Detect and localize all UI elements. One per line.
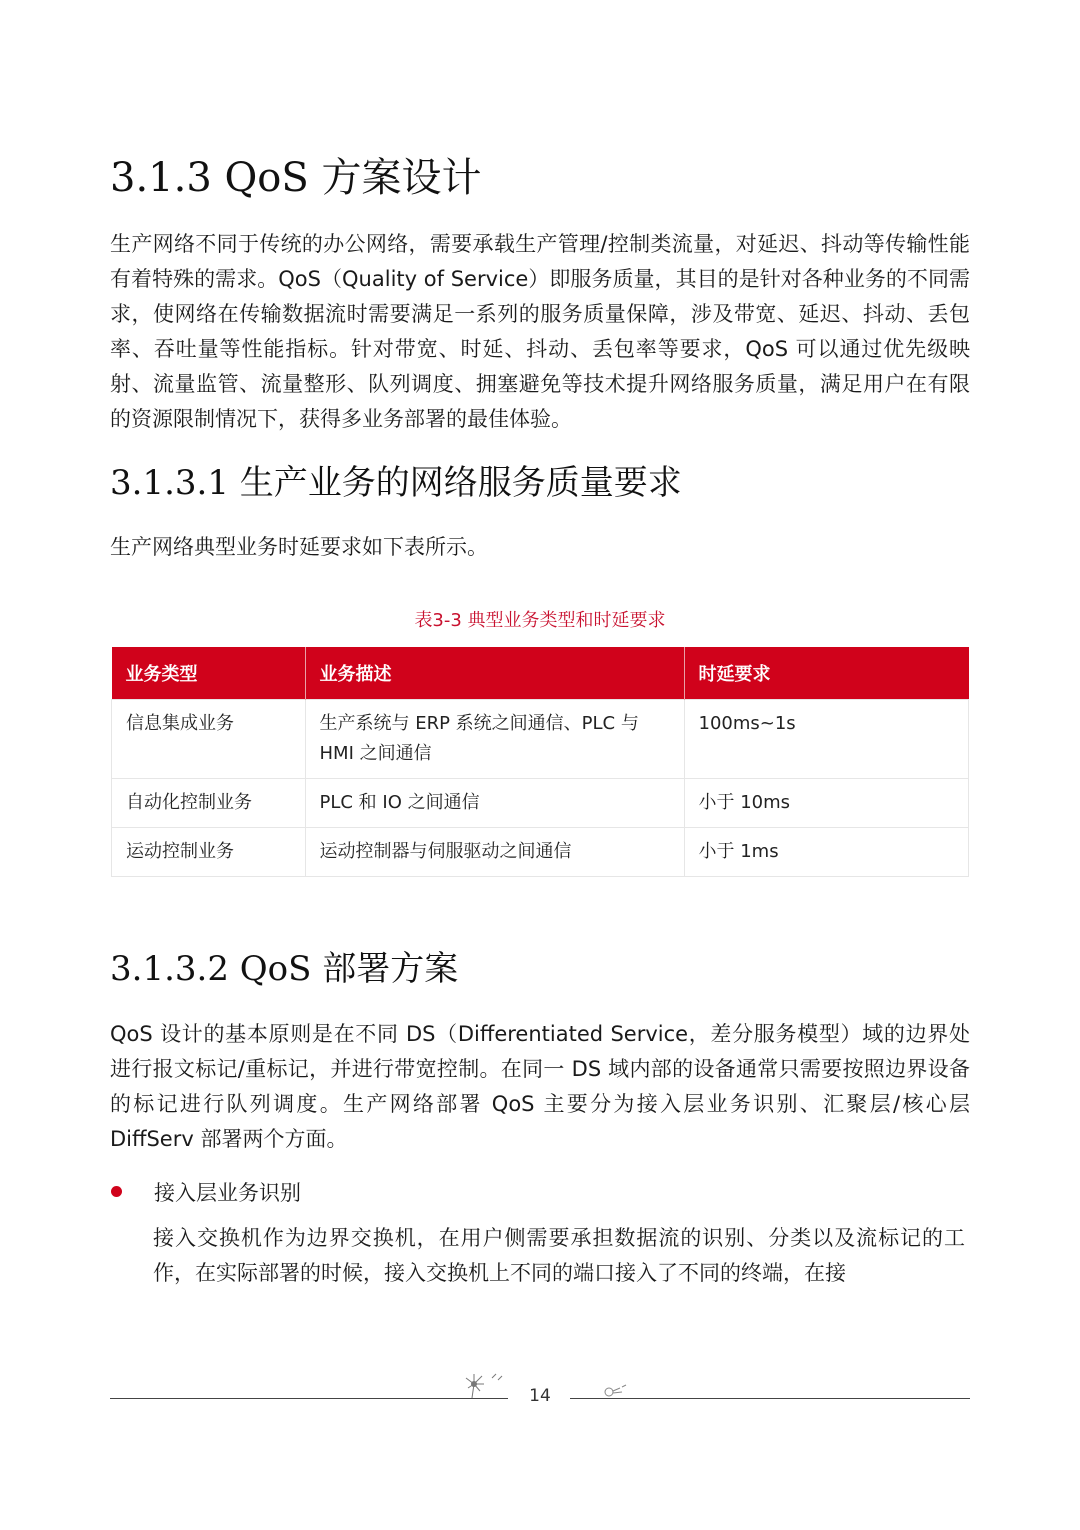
table-row	[112, 700, 969, 779]
section-intro-paragraph: 生产网络不同于传统的办公网络，需要承载生产管理/控制类流量，对延迟、抖动等传输性能有着特殊的需求。QoS（Quality of Service）即服务质量，其目的是针对各种业务的不同需求，使网络在传输数据流时需要满足一系列的服务质量保障，涉及带宽、延迟、抖动、丢包率、吞吐量等性能指标。针对带宽、时延、抖动、丢包率等要求，QoS 可以通过优先级映射、流量监管、流量整形、队列调度、拥塞避免等技术提升网络服务质量，满足用户在有限的资源限制情况下，获得多业务部署的最佳体验。	[110, 232, 970, 431]
page-number: 14	[529, 1386, 551, 1406]
subsection-title-requirements: 3.1.3.1 生产业务的网络服务质量要求	[110, 463, 682, 503]
cell-business-type: 信息集成业务	[112, 700, 306, 779]
cell-latency-requirement: 小于 10ms	[684, 779, 969, 828]
table-row	[112, 828, 969, 877]
footer-rule-right	[570, 1398, 970, 1399]
table-caption: 表3-3 典型业务类型和时延要求	[414, 610, 666, 631]
table-row	[112, 779, 969, 828]
header-business-description: 业务描述	[305, 647, 684, 700]
subsection-title-deployment: 3.1.3.2 QoS 部署方案	[110, 949, 459, 989]
cell-business-description: 运动控制器与伺服驱动之间通信	[305, 828, 684, 877]
header-latency-requirement: 时延要求	[684, 647, 969, 700]
table-lead-text: 生产网络典型业务时延要求如下表所示。	[110, 535, 488, 559]
latency-requirements-table	[111, 647, 969, 877]
deployment-paragraph: QoS 设计的基本原则是在不同 DS（Differentiated Service，差分服务模型）域的边界处进行报文标记/重标记，并进行带宽控制。在同一 DS 域内部的设备通常只需要按照边界设备的标记进行队列调度。生产网络部署 QoS 主要分为接入层业务识别、汇聚层/核心层 DiffServ 部署两个方面。	[110, 1022, 970, 1151]
cell-business-description: PLC 和 IO 之间通信	[305, 779, 684, 828]
cell-business-type: 自动化控制业务	[112, 779, 306, 828]
bullet-dot-icon	[111, 1186, 122, 1197]
section-title: 3.1.3 QoS 方案设计	[110, 155, 482, 201]
table-header-row	[112, 647, 969, 700]
header-business-type: 业务类型	[112, 647, 306, 700]
seed-icon	[602, 1384, 628, 1398]
cell-latency-requirement: 小于 1ms	[684, 828, 969, 877]
bullet-paragraph: 接入交换机作为边界交换机，在用户侧需要承担数据流的识别、分类以及流标记的工作，在实际部署的时候，接入交换机上不同的端口接入了不同的终端，在接	[153, 1226, 965, 1285]
cell-business-type: 运动控制业务	[112, 828, 306, 877]
cell-business-description: 生产系统与 ERP 系统之间通信、PLC 与 HMI 之间通信	[305, 700, 684, 779]
cell-latency-requirement: 100ms~1s	[684, 700, 969, 779]
footer-rule-left	[110, 1398, 508, 1399]
bullet-title: 接入层业务识别	[154, 1181, 301, 1205]
